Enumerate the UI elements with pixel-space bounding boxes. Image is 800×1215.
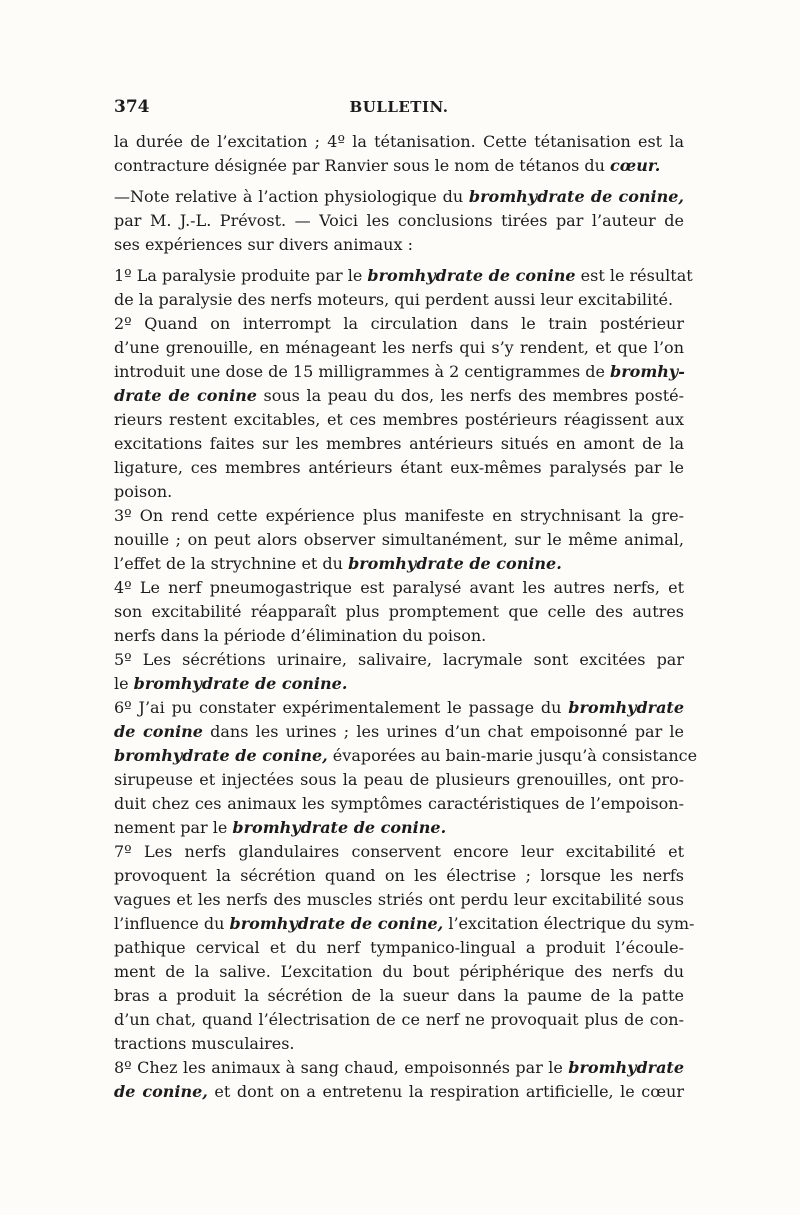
line-text: —Note relative à l’action physiologique du [114,187,469,206]
italic-text: bromhydrate [568,698,684,717]
text-line [114,1080,684,1104]
text-line [114,432,684,456]
text-line [114,864,684,888]
line-text: provoquent la sécrétion quand on les électrise ; lorsque les nerfs [114,866,684,885]
line-text: le [114,674,134,693]
text-line [114,816,684,840]
line-text: l’excitation électrique du sym- [443,914,695,933]
text-line [114,552,684,576]
text-line [114,672,684,696]
running-title: BULLETIN. [349,98,449,116]
italic-text: bromhydrate de conine, [114,746,328,765]
text-line [114,185,684,209]
line-text: sous la peau du dos, les nerfs des membres posté- [256,386,684,405]
line-text: nement par le [114,818,233,837]
text-line [114,960,684,984]
italic-text: de conine, [114,1082,208,1101]
text-line [114,720,684,744]
line-text: 2º Quand on interrompt la circulation dans le train postérieur [114,314,684,333]
line-text: la durée de l’excitation ; 4º la tétanisation. Cette tétanisation est la [114,132,684,151]
paragraph-gap [114,257,684,264]
text-line [114,408,684,432]
line-text: est le résultat [575,266,693,285]
text-line [114,154,684,178]
line-text: ment de la salive. L’excitation du bout périphérique des nerfs du [114,962,684,981]
line-text: vagues et les nerfs des muscles striés ont perdu leur excitabilité sous [114,890,684,909]
text-line [114,456,684,480]
line-text: évaporées au bain-marie jusqu’à consistance [327,746,698,765]
line-text: introduit une dose de 15 milligrammes à 2 centigrammes de [114,362,611,381]
italic-text: bromhydrate de conine [367,266,576,285]
line-text: bras a produit la sécrétion de la sueur dans la paume de la patte [114,986,684,1005]
line-text: son excitabilité réapparaît plus promptement que celle des autres [114,602,684,621]
text-line [114,528,684,552]
line-text: d’un chat, quand l’électrisation de ce nerf ne provoquait plus de con- [114,1010,684,1029]
italic-text: bromhydrate de conine, [229,914,444,933]
line-text: ses expériences sur divers animaux : [114,235,413,254]
page-body [114,130,698,1104]
line-text: 1º La paralysie produite par le [114,266,368,285]
page-header [114,97,684,127]
text-line [114,504,684,528]
line-text: poison. [114,482,173,501]
text-line [114,888,684,912]
italic-text: bromhydrate [568,1058,684,1077]
line-text: duit chez ces animaux les symptômes caractéristiques de l’empoison- [114,794,684,813]
text-line [114,840,684,864]
line-text: dans les urines ; les urines d’un chat empoisonné par le [202,722,685,741]
text-line [114,336,684,360]
line-text: l’effet de la strychnine et du [114,554,349,573]
line-text: par M. J.-L. Prévost. — Voici les conclusions tirées par l’auteur de [114,211,684,230]
text-line [114,576,684,600]
line-text: 7º Les nerfs glandulaires conservent encore leur excitabilité et [114,842,684,861]
text-line [114,130,684,154]
text-line [114,384,684,408]
line-text: l’influence du [114,914,230,933]
line-text: et dont on a entretenu la respiration artificielle, le cœur [207,1082,685,1101]
text-line [114,768,684,792]
text-line [114,600,684,624]
text-line [114,480,684,504]
line-text: nouille ; on peut alors observer simultanément, sur le même animal, [114,530,684,549]
text-line [114,1032,684,1056]
text-line [114,696,684,720]
line-text: excitations faites sur les membres antérieurs situés en amont de la [114,434,684,453]
line-text: contracture désignée par Ranvier sous le nom de tétanos du [114,156,610,175]
line-text: 3º On rend cette expérience plus manifeste en strychnisant la gre- [114,506,684,525]
italic-text: bromhy- [610,362,685,381]
text-line [114,233,684,257]
italic-text: bromhydrate de conine, [468,187,685,206]
italic-text: de conine [114,722,203,741]
text-line [114,264,693,288]
text-line [114,312,684,336]
italic-text: drate de conine [114,386,257,405]
italic-text: cœur. [610,156,661,175]
text-line [114,912,695,936]
line-text: ligature, ces membres antérieurs étant eux-mêmes paralysés par le [114,458,684,477]
line-text: 8º Chez les animaux à sang chaud, empoisonnés par le [114,1058,569,1077]
line-text: rieurs restent excitables, et ces membres postérieurs réagissent aux [114,410,684,429]
text-line [114,209,684,233]
text-line [114,1056,684,1080]
text-line [114,792,684,816]
text-line [114,984,684,1008]
line-text: 5º Les sécrétions urinaire, salivaire, lacrymale sont excitées par [114,650,684,669]
line-text: d’une grenouille, en ménageant les nerfs qui s’y rendent, et que l’on [114,338,684,357]
line-text: 4º Le nerf pneumogastrique est paralysé avant les autres nerfs, et [114,578,684,597]
text-line [114,648,684,672]
line-text: de la paralysie des nerfs moteurs, qui perdent aussi leur excitabilité. [114,290,674,309]
text-line [114,624,684,648]
line-text: tractions musculaires. [114,1034,295,1053]
line-text: 6º J’ai pu constater expérimentalement le passage du [114,698,569,717]
line-text: sirupeuse et injectées sous la peau de plusieurs grenouilles, ont pro- [114,770,684,789]
italic-text: bromhydrate de conine. [232,818,447,837]
paragraph-gap [114,178,684,185]
line-text: nerfs dans la période d’élimination du poison. [114,626,487,645]
text-line [114,1008,684,1032]
text-line [114,360,684,384]
italic-text: bromhydrate de conine. [133,674,348,693]
italic-text: bromhydrate de conine. [348,554,562,573]
text-line [114,744,698,768]
text-line [114,936,684,960]
page-number: 374 [114,97,150,117]
text-line [114,288,684,312]
line-text: pathique cervical et du nerf tympanico-lingual a produit l’écoule- [114,938,684,957]
